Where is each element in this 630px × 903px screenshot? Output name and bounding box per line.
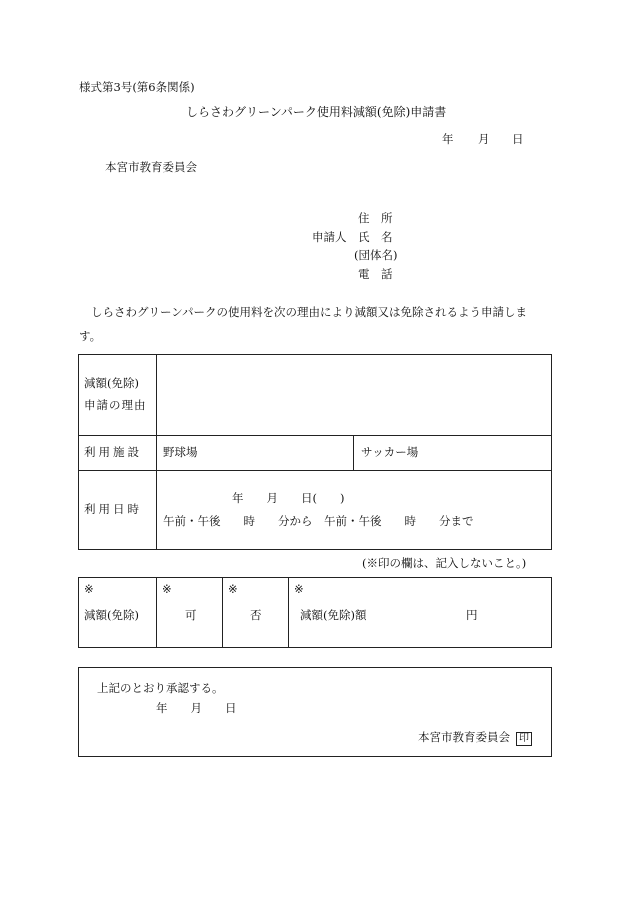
facility-option-baseball[interactable]: 野球場 [163, 445, 198, 459]
datetime-time-line[interactable]: 午前・午後 時 分から 午前・午後 時 分まで [163, 514, 474, 528]
issuer-name: 本宮市教育委員会 [418, 730, 510, 744]
name-label: 氏 名 [358, 230, 393, 244]
form-number: 様式第3号(第6条関係) [79, 80, 195, 94]
phone-label: 電 話 [358, 267, 393, 281]
datetime-label: 利用日時 [84, 502, 142, 516]
facility-option-soccer[interactable]: サッカー場 [361, 445, 419, 459]
applicant-role-label: 申請人 [312, 230, 347, 244]
datetime-date-line[interactable]: 年 月 日( ) [232, 491, 345, 505]
official-mark-2: ※ [162, 582, 172, 596]
reason-label-line-2: 申請の理由 [84, 398, 147, 412]
date-month: 月 [478, 132, 490, 146]
seal-mark: 印 [516, 732, 532, 746]
request-text-line-1: しらさわグリーンパークの使用料を次の理由により減額又は免除されるよう申請しま [91, 305, 527, 319]
deny-option: 否 [250, 608, 262, 622]
reason-label-line-1: 減額(免除) [84, 376, 139, 390]
date-year: 年 [442, 132, 454, 146]
official-reduction-label: 減額(免除) [84, 608, 139, 622]
reason-input[interactable] [157, 355, 551, 434]
official-mark-1: ※ [84, 582, 94, 596]
addressee: 本宮市教育委員会 [105, 160, 197, 174]
yen-unit: 円 [466, 608, 478, 622]
group-name-label: (団体名) [354, 248, 398, 262]
note-text: (※印の欄は、記入しないこと。) [362, 556, 527, 570]
date-day: 日 [512, 132, 524, 146]
official-mark-3: ※ [228, 582, 238, 596]
approval-date: 年 月 日 [156, 701, 237, 715]
address-label: 住 所 [358, 211, 393, 225]
reduction-amount-label: 減額(免除)額 [300, 608, 367, 622]
facility-label: 利用施設 [84, 445, 142, 459]
official-mark-4: ※ [294, 582, 304, 596]
approval-text: 上記のとおり承認する。 [97, 681, 224, 695]
document-title: しらさわグリーンパーク使用料減額(免除)申請書 [186, 105, 447, 119]
approve-option: 可 [185, 608, 197, 622]
request-text-line-2: す。 [79, 329, 102, 343]
approval-issuer [418, 732, 532, 746]
